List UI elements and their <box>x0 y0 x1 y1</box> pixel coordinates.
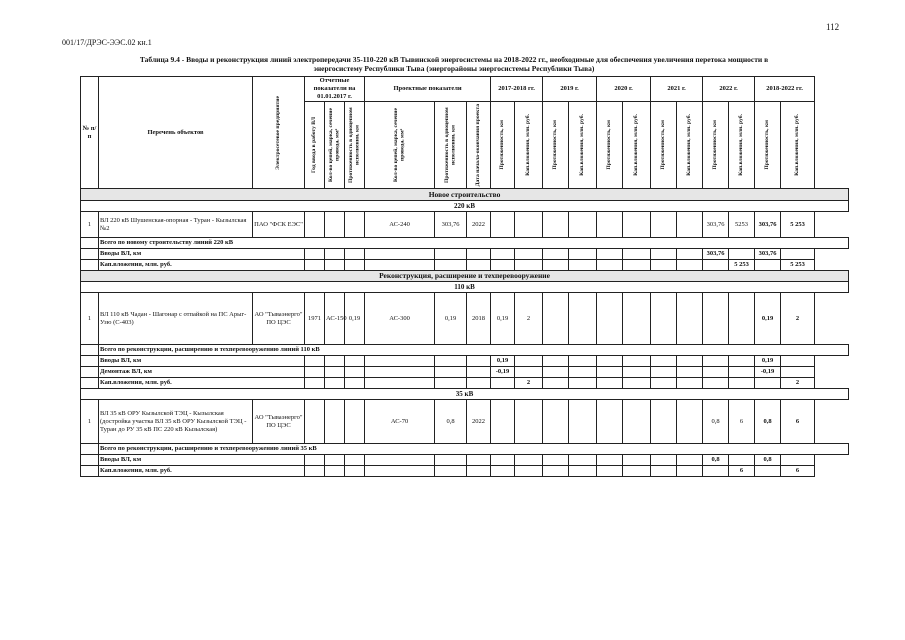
row-length: 0,8 <box>435 400 467 444</box>
sub-cap-2022: Кап.вложения, млн. руб. <box>729 102 755 189</box>
kap-label: Кап.вложения, млн. руб. <box>99 466 305 477</box>
vvody-2022: 0,8 <box>703 455 729 466</box>
sub-circuits: Кол-во цепей, марка, сечение провода, мм² <box>325 102 345 189</box>
kap-2022: 6 <box>729 466 755 477</box>
row-cap-total: 5 253 <box>781 212 815 238</box>
kap-2017: 2 <box>515 378 543 389</box>
kap-label: Кап.вложения, млн. руб. <box>99 260 305 271</box>
vvody-total: 303,76 <box>755 249 781 260</box>
section-row <box>81 271 849 282</box>
row-length-old: 0,19 <box>345 293 365 345</box>
vvody-2017: 0,19 <box>491 356 515 367</box>
row-num: 1 <box>81 400 99 444</box>
row-num: 1 <box>81 293 99 345</box>
sub-year-in: Год ввода в работу ВЛ <box>305 102 325 189</box>
summary-row <box>81 260 849 271</box>
dem-label: Демонтаж ВЛ, км <box>99 367 305 378</box>
row-wire-old: АС-150 <box>325 293 345 345</box>
page-number: 112 <box>826 22 840 32</box>
row-cap-2017: 2 <box>515 293 543 345</box>
row-object: ВЛ 110 кВ Чадан - Шагонар с отпайкой на ПС Арыг-Узю (С-403) <box>99 293 253 345</box>
sub-cap-2020: Кап.вложения, млн. руб. <box>623 102 651 189</box>
row-enterprise: АО "Тываэнерго" ПО ЦЭС <box>253 400 305 444</box>
col-objects: Перечень объектов <box>99 77 253 189</box>
dem-total: -0,19 <box>755 367 781 378</box>
col-2019: 2019 г. <box>543 77 597 102</box>
dem-2017: -0,19 <box>491 367 515 378</box>
kap-total: 6 <box>781 466 815 477</box>
summary-row <box>81 356 849 367</box>
sub-cap-2017: Кап.вложения, млн. руб. <box>515 102 543 189</box>
voltage-110: 110 кВ <box>81 282 849 293</box>
row-len-2022: 303,76 <box>703 212 729 238</box>
section-recon: Реконструкция, расширение и техперевооружение <box>81 271 849 282</box>
row-year: 1971 <box>305 293 325 345</box>
row-length: 0,19 <box>435 293 467 345</box>
row-len-total: 0,19 <box>755 293 781 345</box>
col-2021: 2021 г. <box>651 77 703 102</box>
row-cap-total: 2 <box>781 293 815 345</box>
summary-35-label: Всего по реконструкции, расширению и техперевооружению линий 35 кВ <box>99 444 849 455</box>
row-wire: АС-240 <box>365 212 435 238</box>
row-len-total: 0,8 <box>755 400 781 444</box>
vvody-label: Вводы ВЛ, км <box>99 455 305 466</box>
row-length: 303,76 <box>435 212 467 238</box>
row-len-2022: 0,8 <box>703 400 729 444</box>
row-object: ВЛ 220 кВ Шушенская-опорная - Туран - Кызылская №2 <box>99 212 253 238</box>
vvody-label: Вводы ВЛ, км <box>99 249 305 260</box>
col-enterprise: Электросетевое предприятие <box>253 77 305 189</box>
sub-cap-total: Кап.вложения, млн. руб. <box>781 102 815 189</box>
lines-table <box>80 76 849 477</box>
vvody-total: 0,19 <box>755 356 781 367</box>
row-cap-2022: 5253 <box>729 212 755 238</box>
summary-110-label: Всего по реконструкции, расширению и техперевооружению линий 110 кВ <box>99 345 849 356</box>
row-len-2017: 0,19 <box>491 293 515 345</box>
sub-length: Протяженность в одноцепном исполнении, км <box>345 102 365 189</box>
kap-total: 5 253 <box>781 260 815 271</box>
row-enterprise: АО "Тываэнерго" ПО ЦЭС <box>253 293 305 345</box>
vvody-label: Вводы ВЛ, км <box>99 356 305 367</box>
col-design: Проектные показатели <box>365 77 491 102</box>
sub-circuits-design: Кол-во цепей, марка, сечение провода, мм² <box>365 102 435 189</box>
voltage-220: 220 кВ <box>81 201 849 212</box>
summary-row <box>81 238 849 249</box>
row-cap-2022: 6 <box>729 400 755 444</box>
sub-cap-2021: Кап.вложения, млн. руб. <box>677 102 703 189</box>
vvody-total: 0,8 <box>755 455 781 466</box>
sub-len-total: Протяженность, км <box>755 102 781 189</box>
sub-length-design: Протяженность в одноцепном исполнении, км <box>435 102 467 189</box>
col-2020: 2020 г. <box>597 77 651 102</box>
summary-row <box>81 455 849 466</box>
row-num: 1 <box>81 212 99 238</box>
sub-cap-2019: Кап.вложения, млн. руб. <box>569 102 597 189</box>
summary-row <box>81 444 849 455</box>
row-enterprise: ПАО "ФСК ЕЭС" <box>253 212 305 238</box>
section-row <box>81 189 849 201</box>
row-date: 2022 <box>467 400 491 444</box>
row-len-total: 303,76 <box>755 212 781 238</box>
sub-len-2022: Протяженность, км <box>703 102 729 189</box>
row-date: 2018 <box>467 293 491 345</box>
col-2017-2018: 2017-2018 гг. <box>491 77 543 102</box>
sub-len-2017: Протяженность, км <box>491 102 515 189</box>
row-object: ВЛ 35 кВ ОРУ Кызылской ТЭЦ - Кызылская (достройка участка ВЛ 35 кВ ОРУ Кызылской ТЭЦ - Туран до РУ 35 кВ ПС 220 кВ Кызылская) <box>99 400 253 444</box>
summary-row <box>81 345 849 356</box>
kap-label: Кап.вложения, млн. руб. <box>99 378 305 389</box>
sub-len-2019: Протяженность, км <box>543 102 569 189</box>
voltage-row <box>81 201 849 212</box>
row-wire: АС-300 <box>365 293 435 345</box>
row-cap-total: 6 <box>781 400 815 444</box>
kap-2022: 5 253 <box>729 260 755 271</box>
sub-len-2020: Протяженность, км <box>597 102 623 189</box>
vvody-2022: 303,76 <box>703 249 729 260</box>
voltage-35: 35 кВ <box>81 389 849 400</box>
table-row <box>81 293 849 345</box>
row-date: 2022 <box>467 212 491 238</box>
document-id: 001/17/ДРЭС-ЭЭС.02 кн.1 <box>62 38 152 47</box>
col-2018-2022: 2018-2022 гг. <box>755 77 815 102</box>
table-row <box>81 212 849 238</box>
summary-row <box>81 367 849 378</box>
sub-start-date: Дата начала-окончания проекта <box>467 102 491 189</box>
voltage-row <box>81 389 849 400</box>
title-line-1: Таблица 9.4 - Вводы и реконструкция линий электропередачи 35-110-220 кВ Тывинской энергосистемы на 2018-2022 гг., необходимые для обеспечения увеличения перетока мощности в <box>139 55 769 64</box>
sub-len-2021: Протяженность, км <box>651 102 677 189</box>
summary-220-label: Всего по новому строительству линий 220 кВ <box>99 238 849 249</box>
voltage-row <box>81 282 849 293</box>
kap-total: 2 <box>781 378 815 389</box>
summary-row <box>81 378 849 389</box>
summary-row <box>81 249 849 260</box>
title-line-2: энергосистему Республики Тыва (энергорайоны энергосистемы Республики Тыва) <box>313 64 595 73</box>
table-title <box>84 55 824 73</box>
row-wire: АС-70 <box>365 400 435 444</box>
summary-row <box>81 466 849 477</box>
table-row <box>81 400 849 444</box>
col-reported: Отчетные показатели на 01.01.2017 г. <box>305 77 365 102</box>
section-new: Новое строительство <box>81 189 849 201</box>
col-2022: 2022 г. <box>703 77 755 102</box>
col-num: № п/п <box>81 77 99 189</box>
header-row-1 <box>81 77 849 102</box>
